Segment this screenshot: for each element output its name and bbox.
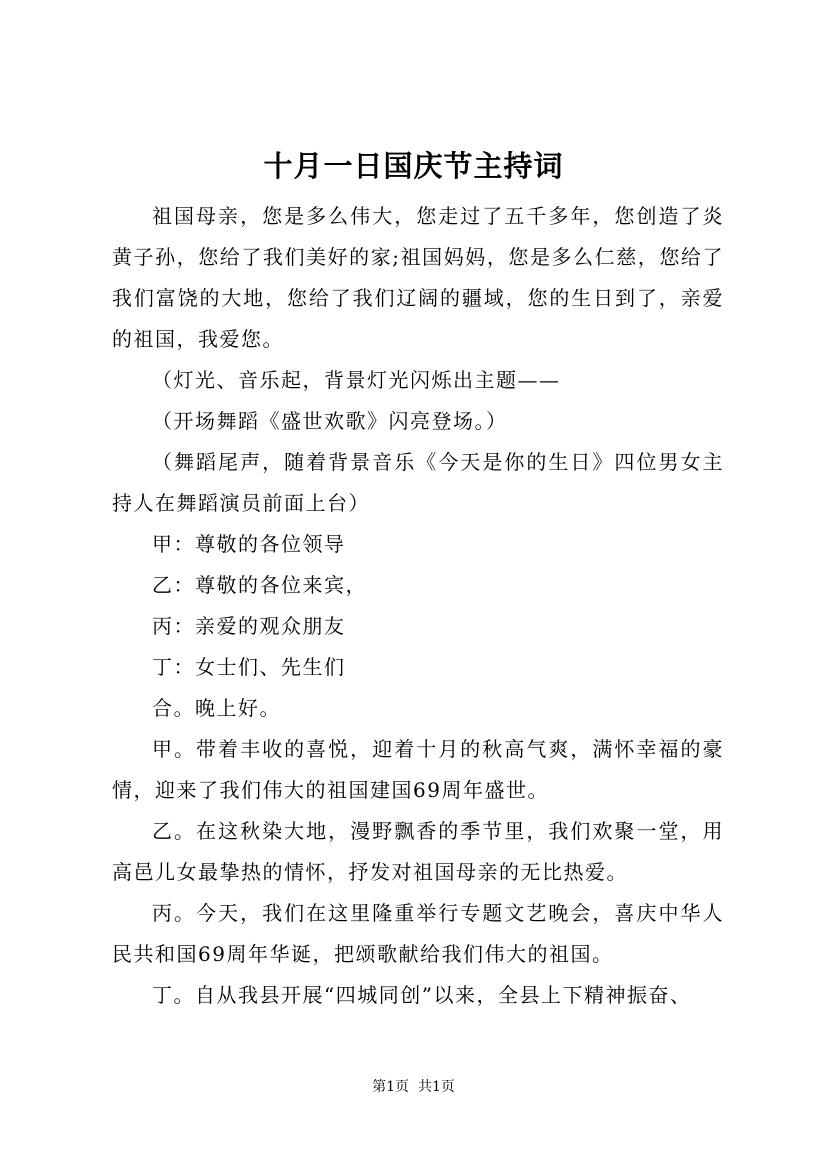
paragraph: 丁。自从我县开展“四城同创”以来，全县上下精神振奋、	[152, 983, 692, 1007]
paragraph: 乙：尊敬的各位来宾，	[152, 573, 367, 597]
paragraph: 乙。在这秋染大地，漫野飘香的季节里，我们欢聚一堂，用高邑儿女最挚热的情怀，抒发对祖国母亲的无比热爱。	[112, 819, 724, 884]
paragraph: 丙。今天，我们在这里隆重举行专题文艺晚会，喜庆中华人民共和国69周年华诞，把颂歌献给我们伟大的祖国。	[112, 901, 724, 966]
paragraph: 甲。带着丰收的喜悦，迎着十月的秋高气爽，满怀幸福的豪情，迎来了我们伟大的祖国建国69周年盛世。	[112, 737, 724, 802]
paragraph: （开场舞蹈《盛世欢歌》闪亮登场。）	[152, 409, 508, 433]
page-number-label: 第1页 共1页	[372, 1079, 455, 1095]
paragraph: （舞蹈尾声，随着背景音乐《今天是你的生日》四位男女主持人在舞蹈演员前面上台）	[112, 450, 724, 515]
paragraph: 合。晚上好。	[152, 696, 281, 720]
paragraph: 丁：女士们、先生们	[152, 655, 346, 679]
page-footer	[0, 1077, 827, 1097]
document-title: 十月一日国庆节主持词	[263, 149, 564, 183]
document-body	[112, 196, 724, 1016]
paragraph: （灯光、音乐起，背景灯光闪烁出主题——	[152, 368, 561, 392]
paragraph: 甲：尊敬的各位领导	[152, 532, 346, 556]
paragraph: 丙：亲爱的观众朋友	[152, 614, 346, 638]
paragraph: 祖国母亲，您是多么伟大，您走过了五千多年，您创造了炎黄子孙，您给了我们美好的家;祖国妈妈，您是多么仁慈，您给了我们富饶的大地，您给了我们辽阔的疆域，您的生日到了，亲爱的祖国，我爱您。	[112, 204, 724, 351]
